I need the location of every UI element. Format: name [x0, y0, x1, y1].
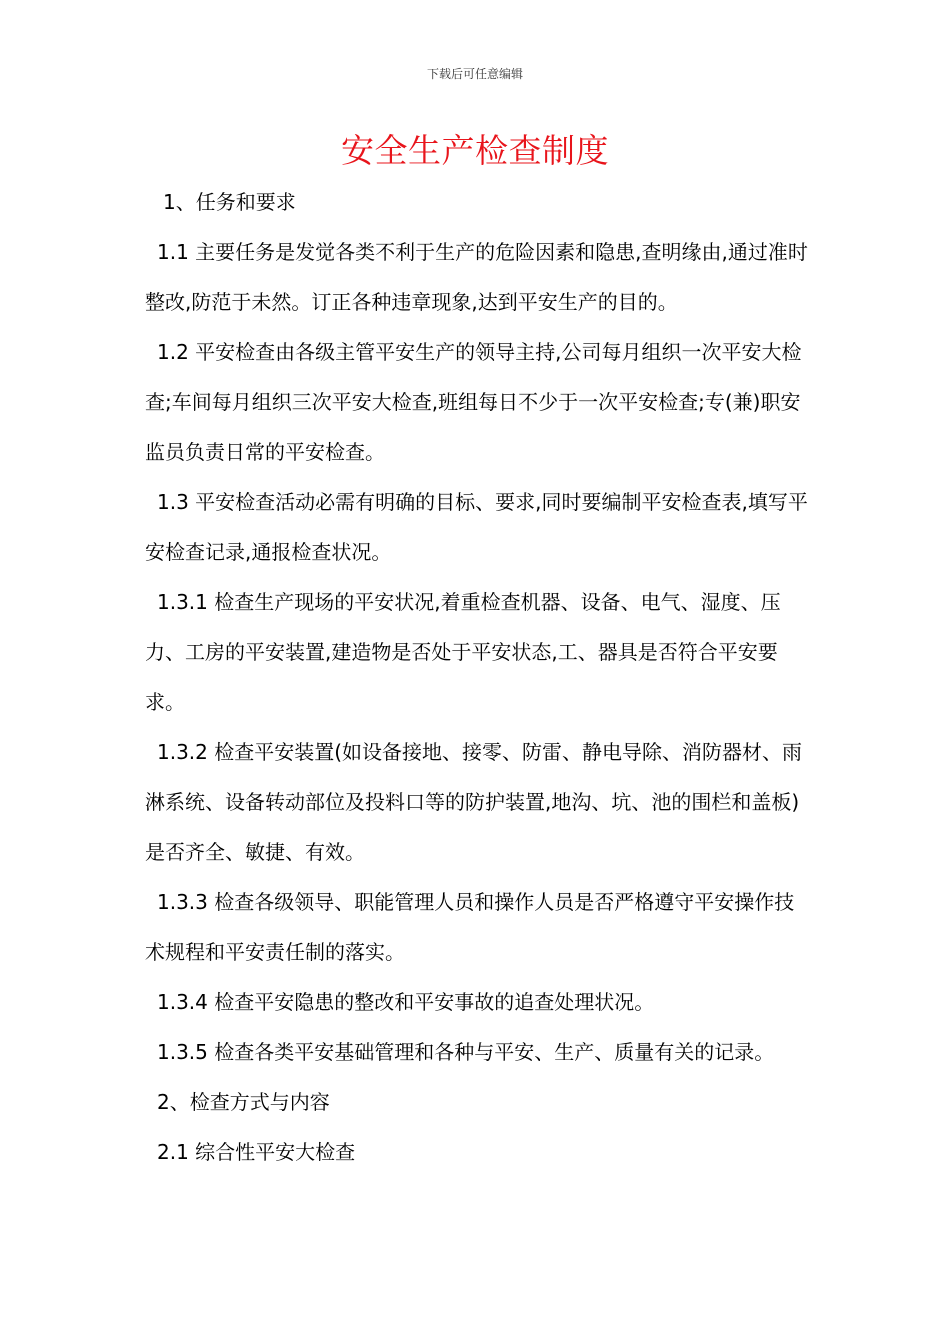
- paragraph-1-3-1: 1.3.1 检查生产现场的平安状况,着重检查机器、设备、电气、湿度、压力、工房的平安装置,建造物是否处于平安状态,工、器具是否符合平安要求。: [145, 590, 781, 714]
- document-title: 安全生产检查制度: [341, 131, 609, 170]
- header-note: 下载后可任意编辑: [426, 67, 523, 81]
- paragraph-1-3-4: 1.3.4 检查平安隐患的整改和平安事故的追查处理状况。: [157, 990, 655, 1014]
- paragraph-1-3-3: 1.3.3 检查各级领导、职能管理人员和操作人员是否严格遵守平安操作技术规程和平安责任制的落实。: [145, 890, 795, 964]
- paragraph-2-1: 2.1 综合性平安大检查: [157, 1140, 356, 1164]
- paragraph-1-3: 1.3 平安检查活动必需有明确的目标、要求,同时要编制平安检查表,填写平安检查记录,通报检查状况。: [145, 490, 808, 564]
- paragraph-1-2: 1.2 平安检查由各级主管平安生产的领导主持,公司每月组织一次平安大检查;车间每月组织三次平安大检查,班组每日不少于一次平安检查;专(兼)职安监员负责日常的平安检查。: [145, 340, 802, 464]
- section-heading-1: 1、任务和要求: [163, 190, 296, 214]
- document-body: [145, 177, 810, 1177]
- paragraph-1-3-2: 1.3.2 检查平安装置(如设备接地、接零、防雷、静电导除、消防器材、雨淋系统、设备转动部位及投料口等的防护装置,地沟、坑、池的围栏和盖板)是否齐全、敏捷、有效。: [145, 740, 803, 864]
- paragraph-1-1: 1.1 主要任务是发觉各类不利于生产的危险因素和隐患,查明缘由,通过准时整改,防范于未然。订正各种违章现象,达到平安生产的目的。: [145, 240, 808, 314]
- paragraph-1-3-5: 1.3.5 检查各类平安基础管理和各种与平安、生产、质量有关的记录。: [157, 1040, 775, 1064]
- section-heading-2: 2、检查方式与内容: [157, 1090, 330, 1114]
